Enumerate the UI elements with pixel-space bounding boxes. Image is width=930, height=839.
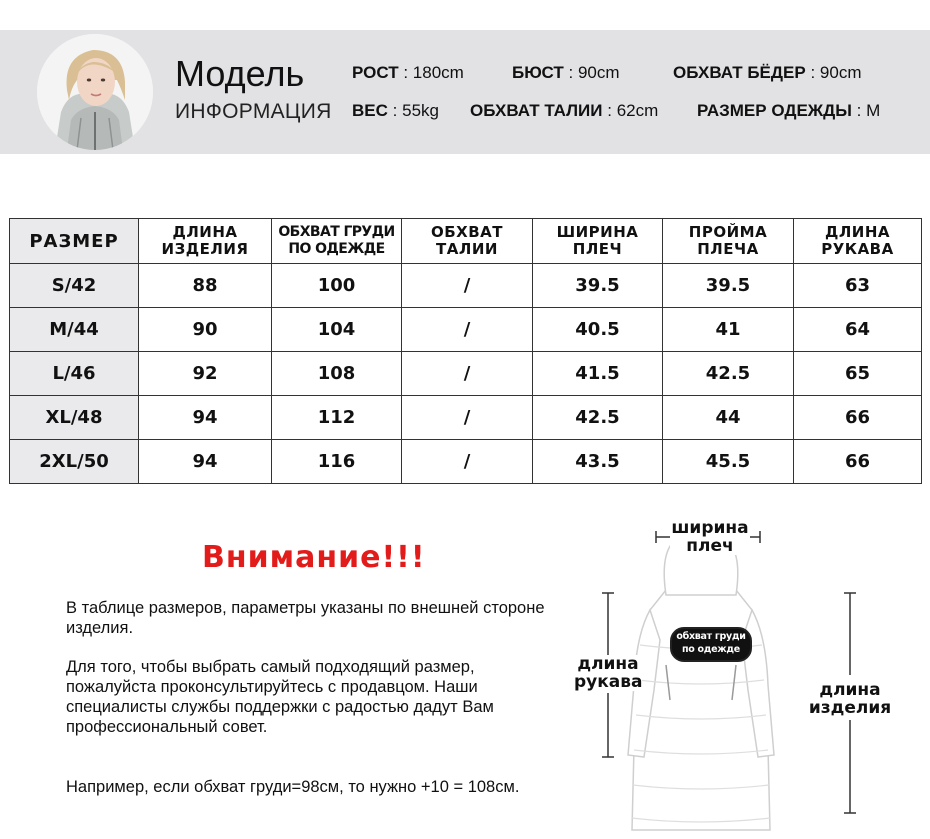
table-cell: 90 [139,308,272,352]
table-cell: 66 [794,440,922,484]
col-header-line1: ОБХВАТ ГРУДИ [278,224,395,240]
spec-height-value: 180cm [412,63,464,82]
table-cell: 44 [663,396,794,440]
table-cell: 45.5 [663,440,794,484]
table-row [10,352,922,396]
spec-waist-value: 62cm [616,101,659,120]
table-cell: 65 [794,352,922,396]
attention-title: Внимание!!! [202,540,426,575]
table-cell: 42.5 [533,396,663,440]
col-header-armhole [663,219,794,264]
table-cell: 40.5 [533,308,663,352]
spec-clothing-size-value: M [866,101,881,120]
label-line2: изделия [808,698,892,718]
col-header-line2: ПЛЕЧА [697,240,759,258]
size-table [9,218,922,484]
spec-separator: : [392,101,398,120]
label-line1: ширина [671,518,749,538]
spec-waist-label: ОБХВАТ ТАЛИИ [470,101,603,120]
attention-paragraph-2: Для того, чтобы выбрать самый подходящий размер, пожалуйста проконсультируйтесь с продавцом. Наши специалисты службы поддержки с радостью дадут Вам профессиональный совет. [66,658,494,736]
spec-weight-label: ВЕС [352,101,388,120]
table-cell: 63 [794,264,922,308]
spec-separator: : [856,101,862,120]
table-cell: 41.5 [533,352,663,396]
spec-hips-label: ОБХВАТ БЁДЕР [673,63,806,82]
spec-separator: : [568,63,574,82]
spec-clothing-size [697,100,880,122]
table-cell: 104 [272,308,402,352]
table-cell: 92 [139,352,272,396]
spec-height [352,62,464,84]
col-header-line2: ТАЛИИ [436,240,498,258]
col-header-waist [402,219,533,264]
table-cell: 41 [663,308,794,352]
table-cell: 42.5 [663,352,794,396]
size-cell: XL/48 [10,396,139,440]
size-cell: S/42 [10,264,139,308]
spec-bust-label: БЮСТ [512,63,564,82]
spec-hips-value: 90cm [819,63,862,82]
table-row [10,264,922,308]
model-photo [37,34,153,150]
col-header-line1: ДЛИНА [824,223,891,241]
col-header-sleeve-length [794,219,922,264]
label-line2: плеч [686,536,734,556]
col-header-line2: ИЗДЕЛИЯ [161,240,249,258]
table-cell: 108 [272,352,402,396]
table-header-row [10,219,922,264]
attention-paragraph-3: Например, если обхват груди=98см, то нужно +10 = 108см. [66,778,520,796]
table-cell: / [402,308,533,352]
jacket-measurement-diagram [570,515,925,835]
table-cell: 116 [272,440,402,484]
spec-bust-value: 90cm [577,63,620,82]
table-cell: 112 [272,396,402,440]
label-line2: по одежде [682,644,740,655]
spec-height-label: РОСТ [352,63,399,82]
table-cell: 94 [139,440,272,484]
spec-weight-value: 55kg [402,101,439,120]
shoulder-width-label [670,519,750,555]
size-cell: 2XL/50 [10,440,139,484]
attention-paragraph-1: В таблице размеров, параметры указаны по внешней стороне изделия. [66,599,545,637]
spec-separator: : [810,63,816,82]
table-cell: / [402,264,533,308]
spec-separator: : [403,63,409,82]
model-info-banner [0,30,930,154]
spec-bust [512,62,620,84]
col-header-length [139,219,272,264]
label-line1: обхват груди [676,631,746,642]
col-header-size [10,219,139,264]
table-cell: / [402,396,533,440]
table-cell: 88 [139,264,272,308]
label-line1: длина [577,654,639,674]
col-header-line2: ПЛЕЧ [572,240,623,258]
spec-separator: : [607,101,612,120]
table-cell: 64 [794,308,922,352]
col-header-line2: РУКАВА [821,240,894,258]
spec-weight [352,100,439,122]
sleeve-length-label [574,655,642,691]
col-header-line2: ПО ОДЕЖДЕ [288,241,385,257]
model-subtitle: ИНФОРМАЦИЯ [175,100,332,123]
size-cell: M/44 [10,308,139,352]
product-length-label [808,681,892,717]
table-row [10,396,922,440]
col-header-chest [272,219,402,264]
table-cell: / [402,352,533,396]
size-cell: L/46 [10,352,139,396]
table-cell: / [402,440,533,484]
chest-girth-badge [670,627,752,662]
table-cell: 100 [272,264,402,308]
col-header-line1: ДЛИНА [172,223,238,241]
table-row [10,308,922,352]
table-cell: 43.5 [533,440,663,484]
col-header-line1: ПРОЙМА [688,223,768,241]
col-header-shoulder-width [533,219,663,264]
label-line2: рукава [574,672,643,692]
col-header-line1: ШИРИНА [556,223,639,241]
table-cell: 94 [139,396,272,440]
spec-waist [470,100,658,122]
label-line1: длина [819,680,881,700]
model-title: Модель [175,53,305,94]
spec-hips [673,62,862,84]
col-header-line1: ОБХВАТ [430,223,504,241]
table-cell: 66 [794,396,922,440]
table-cell: 39.5 [533,264,663,308]
col-header-label: РАЗМЕР [29,230,119,252]
spec-clothing-size-label: РАЗМЕР ОДЕЖДЫ [697,101,852,120]
table-row [10,440,922,484]
table-cell: 39.5 [663,264,794,308]
